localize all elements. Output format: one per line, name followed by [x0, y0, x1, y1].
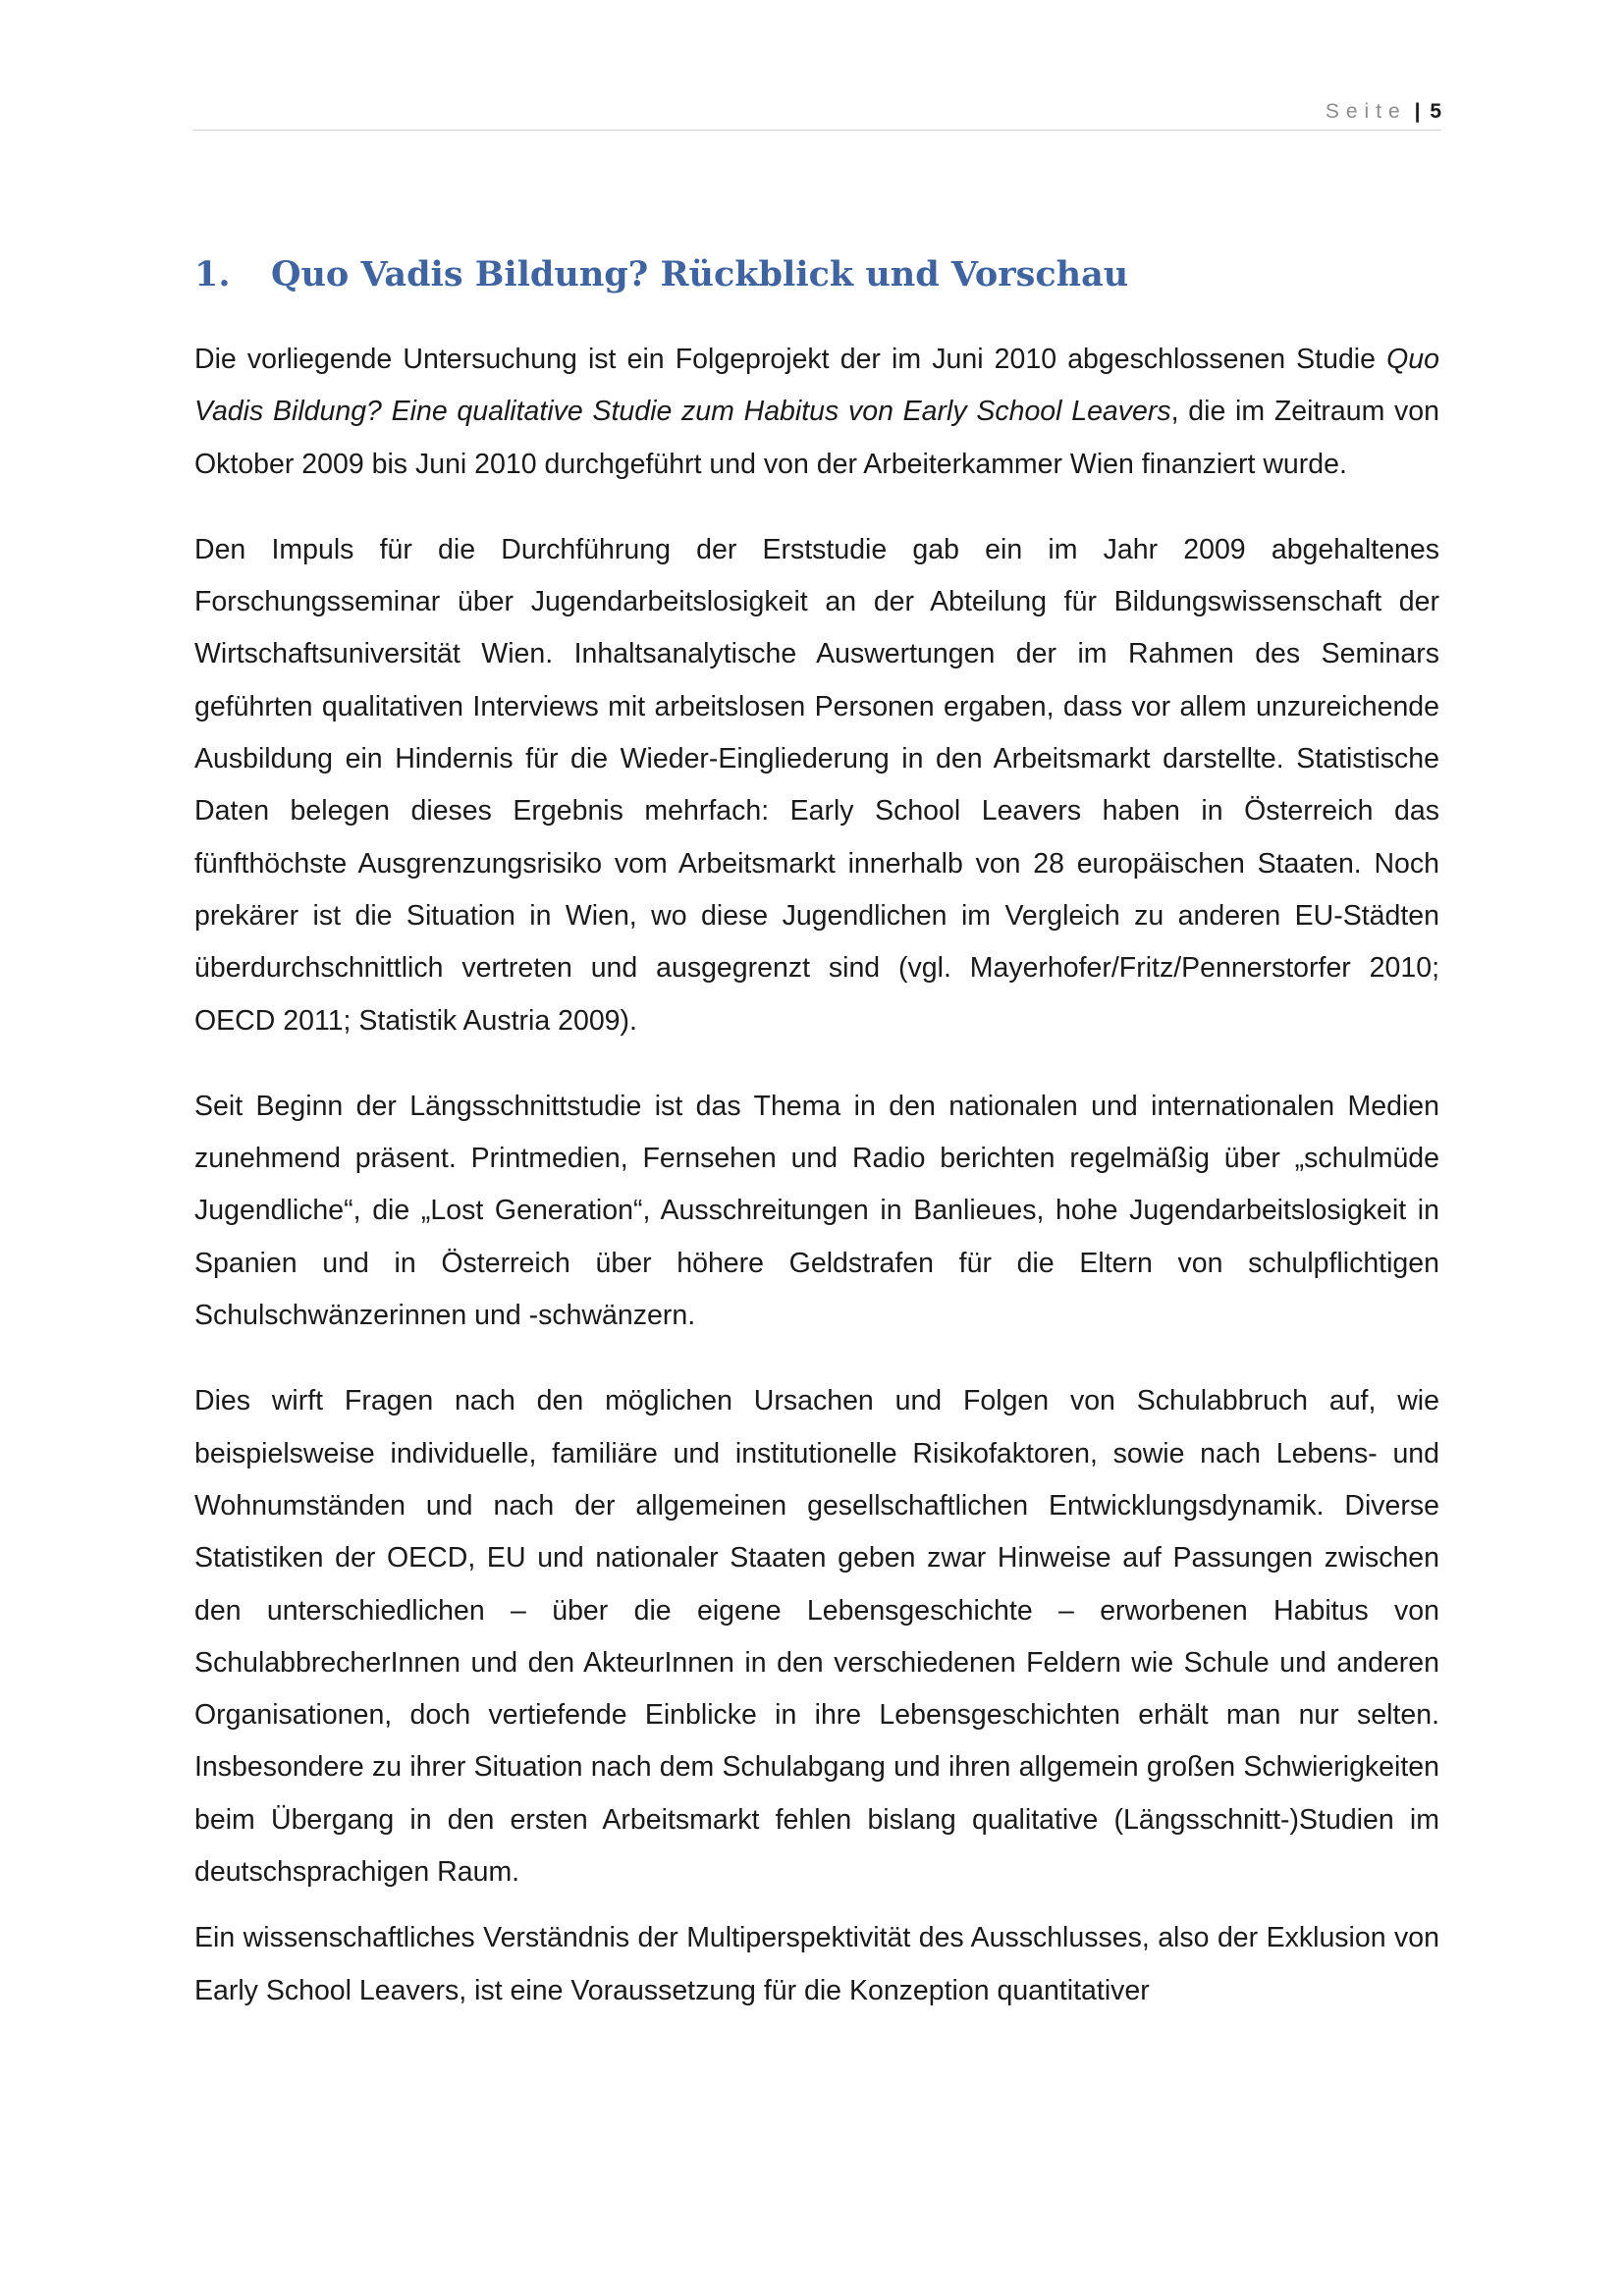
- paragraph-1: [194, 334, 1439, 491]
- section-heading: [194, 245, 1439, 304]
- paragraph-1-text-a: Die vorliegende Untersuchung ist ein Folgeprojekt der im Juni 2010 abgeschlossenen Studie: [194, 344, 1387, 375]
- page-number: 5: [1430, 100, 1441, 123]
- section-title: Quo Vadis Bildung? Rückblick und Vorschau: [271, 254, 1129, 294]
- page-body: [194, 245, 1439, 2017]
- section-number: 1.: [194, 254, 231, 294]
- seite-label: Seite: [1325, 100, 1407, 123]
- paragraph-2: Den Impuls für die Durchführung der Erststudie gab ein im Jahr 2009 abgehaltenes Forschungsseminar über Jugendarbeitslosigkeit an der Abteilung für Bildungswissenschaft der Wirtschaftsuniversität Wien. Inhaltsanalytische Auswertungen der im Rahmen des Seminars geführten qualitativen Interviews mit arbeitslosen Personen ergaben, dass vor allem unzureichende Ausbildung ein Hindernis für die Wieder-Eingliederung in den Arbeitsmarkt darstellte. Statistische Daten belegen dieses Ergebnis mehrfach: Early School Leavers haben in Österreich das fünfthöchste Ausgrenzungsrisiko vom Arbeitsmarkt innerhalb von 28 europäischen Staaten. Noch prekärer ist die Situation in Wien, wo diese Jugendlichen im Vergleich zu anderen EU-Städten überdurchschnittlich vertreten und ausgegrenzt sind (vgl. Mayerhofer/Fritz/Pennerstorfer 2010; OECD 2011; Statistik Austria 2009).: [194, 533, 1439, 1037]
- paragraph-3: Seit Beginn der Längsschnittstudie ist das Thema in den nationalen und internationalen Medien zunehmend präsent. Printmedien, Fernsehen und Radio berichten regelmäßig über „schulmüde Jugendliche“, die „Lost Generation“, Ausschreitungen in Banlieues, hohe Jugendarbeitslosigkeit in Spanien und in Österreich über höhere Geldstrafen für die Eltern von schulpflichtigen Schulschwänzerinnen und -schwänzern.: [194, 1090, 1439, 1332]
- study-title-italic: Quo Vadis Bildung? Eine qualitative Studie zum Habitus von Early School Leavers: [194, 344, 1439, 428]
- page-indicator: [1326, 100, 1441, 124]
- paragraph-4: Dies wirft Fragen nach den möglichen Ursachen und Folgen von Schulabbruch auf, wie beispielsweise individuelle, familiäre und institutionelle Risikofaktoren, sowie nach Lebens- und Wohnumständen und nach der allgemeinen gesellschaftlichen Entwicklungsdynamik. Diverse Statistiken der OECD, EU und nationaler Staaten geben zwar Hinweise auf Passungen zwischen den unterschiedlichen – über die eigene Lebensgeschichte – erworbenen Habitus von SchulabbrecherInnen und den AkteurInnen in den verschiedenen Feldern wie Schule und anderen Organisationen, doch vertiefende Einblicke in ihre Lebensgeschichten erhält man nur selten. Insbesondere zu ihrer Situation nach dem Schulabgang und ihren allgemein großen Schwierigkeiten beim Übergang in den ersten Arbeitsmarkt fehlen bislang qualitative (Längsschnitt-)Studien im deutschsprachigen Raum.: [194, 1385, 1439, 1889]
- page-header: [192, 94, 1441, 131]
- header-separator: |: [1414, 100, 1421, 123]
- paragraph-1-text-b: , die im Zeitraum von Oktober 2009 bis Juni 2010 durchgeführt und von der Arbeiterkammer Wien finanziert wurde.: [194, 396, 1439, 480]
- paragraph-5: Ein wissenschaftliches Verständnis der Multiperspektivität des Ausschlusses, also der Exklusion von Early School Leavers, ist eine Voraussetzung für die Konzeption quantitativer: [194, 1922, 1439, 2006]
